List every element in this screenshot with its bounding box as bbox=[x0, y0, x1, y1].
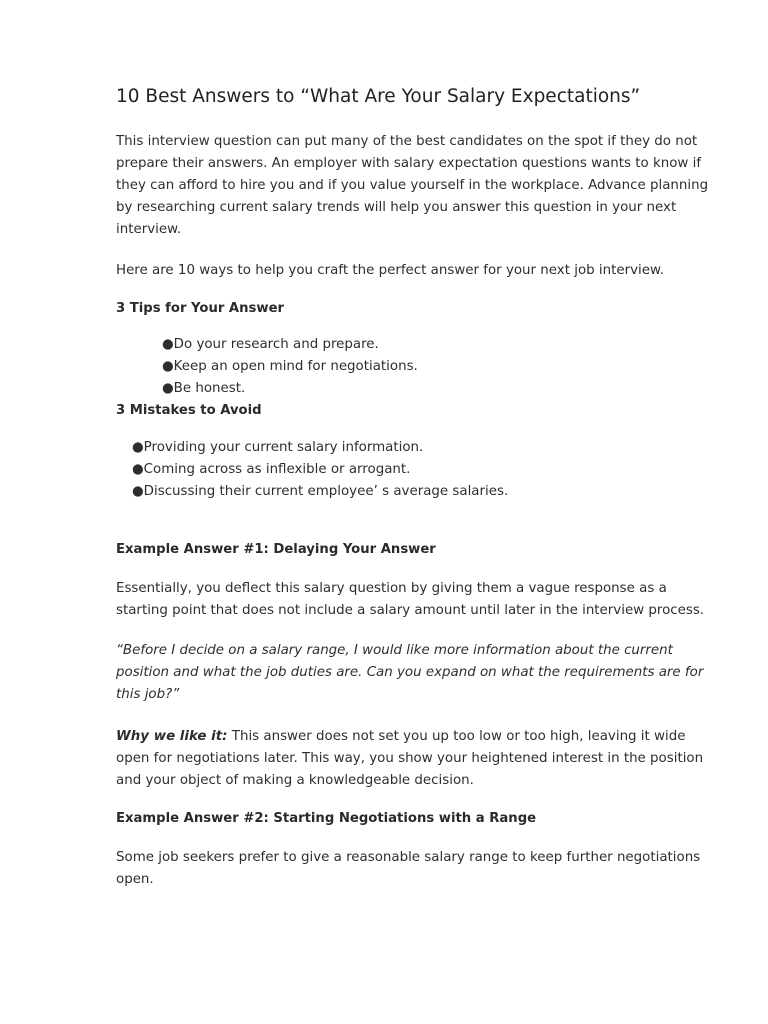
example1-why-line-1 bbox=[116, 726, 685, 748]
example1-line-1: Essentially, you deflect this salary question by giving them a vague response as a bbox=[116, 581, 667, 596]
example2-line-1: Some job seekers prefer to give a reasonable salary range to keep further negotiations bbox=[116, 850, 701, 865]
intro-line-4: by researching current salary trends will help you answer this question in your next bbox=[116, 200, 677, 215]
intro-line-1: This interview question can put many of the best candidates on the spot if they do not bbox=[116, 134, 698, 149]
why-text-1: This answer does not set you up too low or too high, leaving it wide bbox=[227, 729, 686, 744]
intro-line-5: interview. bbox=[116, 222, 182, 237]
tip-item-3: ●Be honest. bbox=[162, 381, 246, 396]
mistake-item-1: ●Providing your current salary information. bbox=[132, 440, 424, 455]
mistakes-heading: 3 Mistakes to Avoid bbox=[116, 403, 262, 418]
why-we-like-it-label: Why we like it: bbox=[116, 729, 228, 744]
tip-item-1: ●Do your research and prepare. bbox=[162, 337, 379, 352]
mistake-item-2: ●Coming across as inflexible or arrogant. bbox=[132, 462, 411, 477]
example2-line-2: open. bbox=[116, 872, 154, 887]
mistake-item-3: ●Discussing their current employee’ s average salaries. bbox=[132, 484, 509, 499]
example1-quote-line-3: this job?” bbox=[116, 687, 180, 702]
example2-heading: Example Answer #2: Starting Negotiations with a Range bbox=[116, 811, 537, 826]
ways-line: Here are 10 ways to help you craft the perfect answer for your next job interview. bbox=[116, 263, 664, 278]
example1-why-line-2: open for negotiations later. This way, you show your heightened interest in the position bbox=[116, 751, 704, 766]
intro-line-2: prepare their answers. An employer with salary expectation questions wants to know if bbox=[116, 156, 702, 171]
example1-why-line-3: and your object of making a knowledgeable decision. bbox=[116, 773, 474, 788]
document-title: 10 Best Answers to “What Are Your Salary Expectations” bbox=[116, 86, 641, 107]
example1-line-2: starting point that does not include a salary amount until later in the interview process. bbox=[116, 603, 705, 618]
tips-heading: 3 Tips for Your Answer bbox=[116, 301, 285, 316]
tip-item-2: ●Keep an open mind for negotiations. bbox=[162, 359, 418, 374]
example1-quote-line-2: position and what the job duties are. Can you expand on what the requirements are for bbox=[116, 665, 704, 680]
example1-heading: Example Answer #1: Delaying Your Answer bbox=[116, 542, 436, 557]
example1-quote-line-1: “Before I decide on a salary range, I would like more information about the current bbox=[116, 643, 673, 658]
intro-line-3: they can afford to hire you and if you value yourself in the workplace. Advance planning bbox=[116, 178, 709, 193]
